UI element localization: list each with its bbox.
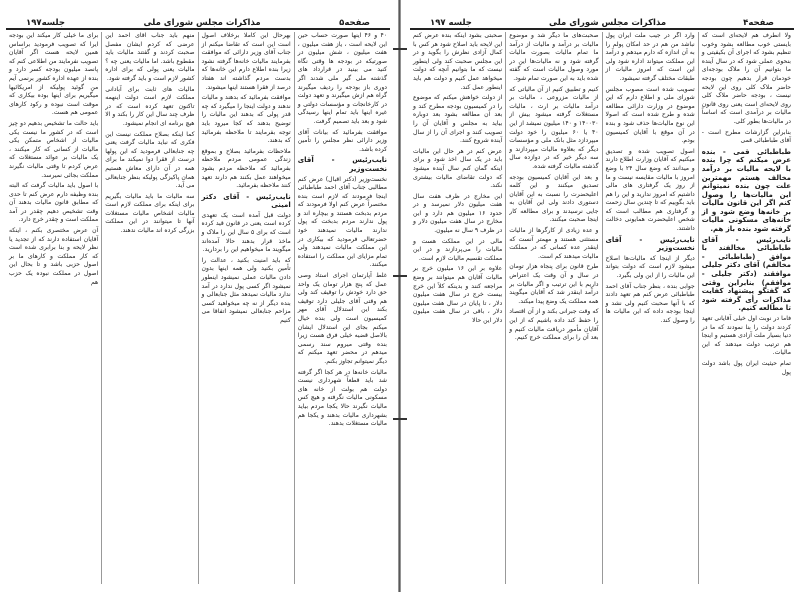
- paragraph: آن عرض مختصری بکنم ، اینکه آقایان استفاده دارند که از تجدید یا نظر لایحه و بنا برابری شده است که کار مملکت و کارهای ما بر اصول حزبی باشد و تا بحال این اصول در مملکت نبوده یک حزب هم: [9, 227, 99, 286]
- paragraph: ولا آنطرف هم لایحه‌ای است که بایستی خوب مطالعه بشود وخوب تنظیم بشود که اجرای آن بکیفیتی و بنحوی عملی شود که در سال آینده ما بتوانیم آن را ملاک بودجه‌ای خودمان قرار بدهیم چون بودجه حاضر ملاک کلی روی این لایحه نیست ، بودجه حاضر ملاک کلی روی لایحه‌ای است یعنی روی قانون مالیات بر درآمدی است که اساساً در مالیات‌ها بطور کلی.: [701, 32, 791, 125]
- text-column-4: [410, 32, 505, 584]
- paragraph: مالیات های ثابت برای آبادانی مملکت لازم است دولت اینهمه تاکنون تعهد کرده است که در ظرف چند سال این کار را بکند و الا هیچ برنامه ای انجام نمیشود.: [105, 85, 195, 127]
- text-column-2: [198, 32, 294, 584]
- text-column-1: [698, 32, 794, 584]
- text-column-4: [6, 32, 101, 584]
- page-number: صفحه۵: [339, 18, 370, 28]
- page-number: صفحه۴: [743, 18, 774, 28]
- paragraph: جوابی بنده ، بنظر جناب آقای احمد طباطبائی عرض کنم هم تعهد دادند که با آنها صحبت کنیم ولی نشد و اینجا بودجه داده که این مالیات ها را وصول کند.: [605, 282, 695, 324]
- column-group: [410, 32, 794, 584]
- page-4: [400, 0, 800, 592]
- paragraph: برای ما خیلی کار میکند این بودجه ایرا که تصویب فرمودید براساس همین لایحه هست اگر آقایان تصویب نفرمایند من اطلاعی کنم که پانصد میلیون بودجه کسر دارد و بنده از عهده اداره کشور برنمی آیم من گوئید پولیکه از امریکائیها میگیریم برای اینها بوده بیکاری که موقت است نبوده و رکود کارهای عمومی هم هست.: [9, 32, 99, 117]
- speaker-heading: نایب‌رئیس - آقای نخست‌وزیر: [605, 235, 695, 253]
- paragraph: و بعد این آقایان کمیسیون بودجه تصدیق میکنند و این کلمه اعلیحضرت را نسبت به این آقایان دستوری دادند ولی این آقایان به جایی نرسیدند و برای مطالعه کار اینجا صحبت میکنند.: [509, 173, 599, 224]
- gutter-fold-mark: [393, 418, 407, 420]
- paragraph: عرض کنم در هر حال این مالیات باید در یک سال اخذ شود و برای اینکه گمان کنم سال آینده میشود که دولت تقاضای مالیات بیشتری نکند.: [413, 147, 503, 190]
- paragraph: اصول تصویب شده و تصدیق میکنیم که آقایان وزارت اطلاع دارند و میدانند که وضع سال ۲۴ با وضع امروز با مالیات مقایسه نیست و ما از روز یک گرفتاری های مالی داشتیم که امروز ندارید و این را هم باید بگوییم که تا چندین سال زحمت و گرفتاری هم مطالب است که شخص اعلیحضرت همایونی دخالت داشتند.: [605, 147, 695, 233]
- paragraph: علاوه بر این ۱۶ میلیون خرج بر مالیات آقایان هم میتوانند بر وضع مراجعه کنند و بدینکه کلاً این خرج بیست خرج در سال هفت میلیون دلار ، تا پایان در سال هفت میلیون دلار ، باقی در سال هفت میلیون دلار این حالا: [413, 265, 503, 324]
- paragraph: کنیم و تطبیق کنیم از آن مالیاتی که از مالیات مزروعی ، مالیات بر درآمد مالیات بر ارث ، مالیات مستغلات گرفته میشود بیش از ۱۴۰۰۳۰ و ۱۴۰ میلیون نمیشد از این ۴۰ یا ۶۰ میلیون را خود دولت میپردازد مثل بانک ملی و مؤسسات دیگر که بعلاوه مالیات میپردازند و سه دیگر خیر که در دوازده سال گذشته مالیات گرفته شده.: [509, 85, 599, 170]
- gutter-fold-mark: [393, 275, 407, 277]
- page-header: [6, 14, 390, 30]
- speaker-heading: نایب‌رئیس - آقای طباطبائی مخالفند با موافق (طباطبائی - مخالفم) آقای دکتر جلیلی موافقند (دکتر جلیلی - موافقم) بنابراین وقتی که گفتگو پیشنهاد کفایت مذاکرات رأی گرفته شود تا مطالعه کنیم.: [701, 235, 791, 313]
- paragraph: و عده زیادی از کارگرها از مالیات مستثنی هستند و مهمتر آنست که اینقدر عده کسانی که در مملکت مالیات میدهند کم است.: [509, 227, 599, 260]
- paragraph: تمام حیثیت ایران پول باشد دولت پول: [701, 359, 791, 376]
- session-number: جلسه ۱۹۷: [430, 18, 472, 28]
- column-group: [6, 32, 390, 584]
- paragraph: با اصول باید مالیات گرفت که البته بنده وظیفه دارم عرض کنم تا حدی که مطابق قانون مالیات بدهند آن وقت تشخیص دهیم چقدر در آمد مملکت است و چقدر خرج دارد.: [9, 182, 99, 224]
- publication-title: مذاکرات مجلس شورای ملی: [143, 18, 261, 28]
- book-gutter: [398, 0, 401, 592]
- paragraph: صحبت‌های ما دیگر شد و موضوع مالیات بر درآمد و مالیات از درآمد ما تمام مالیات بصورت مالیات گرفته شود و نه مالیات‌ها این در مورد وصول مالیات است که گفته شده باید به این صورت تمام شود.: [509, 32, 599, 82]
- speaker-heading: نایب‌رئیس - آقای دکتر امینی: [201, 192, 291, 210]
- paragraph: بنابراین گزارشات مطرح است - آقای طباطبائی قمی: [701, 128, 791, 145]
- paragraph: سه مالیات ما باید مالیات بگیریم برای اینکه برای مملکت لازم است مالیات اشخاص مالیات مستغلات آنها تا میتوانند در این مملکت بزرگی کرده اند مالیات ندهند.: [105, 192, 195, 235]
- paragraph: باید حالت ما تشخیص بدهیم دو چیز است که در کشور ما نیست یکی مالیات از اشخاص متمکن یکی مالیات از کسانی که کار میکنند ، یک مالیات بر عوائد مستغلات که عرض کردم تا وقتی مالیات نگیرند مملکت بجائی نمیرسد.: [9, 119, 99, 179]
- paragraph: غلط آپارتمان اجرای استاد وصی عمل که پنج هزار تومان یک واحد حق دارد خودش را توقیف کند ولی هم وقتی آقای جلیلی دارد توقیف بکند این استدلال آقای مهر کمیسیون است ولی بنده خیال میکنم بجای این استدلال ایشان بالاصل قضیه خیلی فرق هست زیرا بنده وقتی میروم سند رسمی میدهم در محضر تعهد میکنم که دیگر نمیتوانم تجاوز بکنم.: [297, 272, 387, 365]
- paragraph: ۴۰ و ۴۶ اینها صورت حساب حین این لایحه است ، یاز هفت میلیون ، هفت میلیون ، شش میلیون در صورتیکه در بودجه ها وقتی نگاه کنید می بینید در قرارداد های گذشته ملی گیر ملی شدند اگر دوری باز بودجه را ردیف میگیرند گراه هم ازش میگیرند و تعهد دولت در کارخانجات و مؤسسات دولتی و غیره اینها باید تمام اینها رسیدگی شود و بعد باید تصمیم گرفت.: [297, 32, 387, 125]
- paragraph: فاما در نوبت اول خیلی آقایانی تعهد کردند دولت را بنا نمودند که ما در دنیا بسیار ملت آزادی هستیم و اینجا هم ترتیب دولت میدهند که این مالیات.: [701, 315, 791, 357]
- paragraph: مالی در این مملکت هست و مالیات را می‌پردازند و در این مملکت تقسیم مالیات لازم است.: [413, 237, 503, 262]
- paragraph: این مخارج در ظرف هفت سال هفت میلیون دلار نمیرسد و در حدود ۱۶ میلیون هم دارد و این مخارج در سال هفت میلیون دلار و در ظرف ۹ سال نه میلیون.: [413, 192, 503, 235]
- speaker-heading: طباطبائی قمی - بنده عرض میکنم که چرا بنده با لایحه مالیات بر درآمد مخالف هستم مهمترین علت چون بنده نمیتوانم این مالیات‌ها را وصول کنم اگر این قانون مالیات بر خانه‌ها وضع شود و از خانه‌های مسکونی مالیات گرفته شود بنده باز هم.: [701, 147, 791, 234]
- paragraph: منهم باید جناب آقای احمد این عرضی که کردم ایشان مفصل صحبت کردند و گفتند مالیات باید مقطوع باشد. اما مالیات یعنی چه ؟ مالیات یعنی پولی که برای اداره کشور لازم است و باید گرفته شود.: [105, 32, 195, 82]
- paragraph: که وقت جبرانی بکند و از آن اقتصاد را حفظ کند داده باشیم که از این آقایان مأمور دریافت مالیات کنیم و بعد آن را برای مملکت خرج کنیم.: [509, 308, 599, 342]
- paragraph: دولت قبل آمده است یک تعهدی کرده است یعنی در قانون قید کرده است که برای ۵ سال این را ملاک و ماخذ قرار بدهند حالا آمده‌اند میگویند ما میخواهیم این را بردارید.: [201, 211, 291, 254]
- paragraph: ملاحظات بفرمائید بصلاح و بموقع زندگی عمومی مردم ملاحظه بفرمائید که ملاحظه مردم بشود میخواهند عمل بکنند هم دارند تعهد کنند ملاحظه بفرمائید.: [201, 147, 291, 190]
- paragraph: طرح قانون برای پنجاه هزار تومان در سال و آن وقت یک اعتراض داریم با این ترتیب و اگر مالیات بر درآمد اینقدر شد که آقایان میگویند همه مملکت یک وضع پیدا میکند.: [509, 263, 599, 305]
- paragraph: بهرحال این کاملا برخلاف اصول است این است که تقاضا میکنم از جناب آقای وزیر دارائی که موافقت بفرمایند مالیات خانه‌ها گرفته نشود زیرا بنده اطلاع دارم این خانه‌ها که بدست مردم گذاشته اند هفتاد درصد از فقرا هستند اینها میشوند.: [201, 32, 291, 91]
- paragraph: تصویب شده است مصوب مجلس شورای ملی و اطلاع دارم که این موضوع در وزارت دارائی مطالعه شده و طرح شده است که اصولا این نوع مالیات‌ها حذف شود و بنده در آن موقع با آقایان کمیسیون بودم.: [605, 85, 695, 145]
- paragraph: موافقت بفرمائید که بیانات آقای وزیر دارائی نظر مجلس را تأمین کرده باشد.: [297, 128, 387, 153]
- publication-title: مذاکرات مجلس شورای ملی: [548, 18, 667, 28]
- paragraph: صحبتی بشود اینکه بنده عرض کنم این لایحه باید اصلاح شود هر کس با کمال آزادی نظرش را بگوید و در این مجلس صحبت کند ولی اینطور نیست که ما بتوانیم آنچه که دولت میخواهد عمل کنیم و دولت هم باید اینطور عمل کند.: [413, 32, 503, 91]
- session-number: جلسه۱۹۷: [26, 18, 65, 28]
- paragraph: مالیات خانه‌ها در هر کجا اگر گرفته شد باید قطعاً شهرداری نیست دولت هم بولت از خانه های مسکونی مالیات نگرفته و هیچ کس مالیات نگیرند حالا یکجا مردم بیاید بشهرداری مالیات بدهند و یکجا هم مالیات مستغلات بدهند.: [297, 368, 387, 428]
- gutter-fold-mark: [393, 48, 407, 50]
- text-column-1: [294, 32, 390, 584]
- paragraph: نخست‌وزیر (دکتر اقبال) عرض کنم مطالبی جناب آقای احمد طباطبائی اینجا فرمودند که لازم است بنده مختصراً عرض کنم اولا فرمودند که مردم بدبخت هستند و بیچاره اند و پول ندارند مردم بدبخت که پول ندارند مالیات نمیدهند خود حضرتعالی فرمودید که بیکاری در این مملکت مالیات نمیدهند ولی تمام مزایای این مملکت را استفاده میکنند.: [297, 175, 387, 269]
- text-column-2: [602, 32, 698, 584]
- page-header: [410, 14, 794, 30]
- paragraph: موافقت بفرمائید که بدهند و مالیات ندهند و دولت اینجا را میگیرد که چه قدر پولی که بدهند این مالیات را توضیح بدهند که کجا میرود باید توجه بفرمایند تا ملاحظه بفرمائید که بدهند.: [201, 94, 291, 145]
- paragraph: از دولت خواهش میکنم که موضوع را در کمیسیون بودجه مطرح کند و بعد آن مطالعه بشود بعد دوباره بیاید به مجلس و آقایان آن را تصویب کنند و اجرای آن را از سال آینده شروع کنند.: [413, 94, 503, 145]
- paragraph: وارد اگر در جیب ملت ایران پول نباشد من هم در حد امکان پولم را به آن اندازه که دارم میدهم و درآمد این مملکت میتواند اداره شود ولی این است که امروز مالیات از طبقات مختلف گرفته نمیشود.: [605, 32, 695, 82]
- speaker-heading: نایب‌رئیس - آقای نخست‌وزیر: [297, 156, 387, 173]
- paragraph: که باید امنیت بکنید ، عدالت را تأمین بکنید ولی همه اینها بدون دادن مالیات عملی نمیشود اینطور نمیشود اگر کسی پول ندارد در آمد ندارد مالیات نمیدهد مثل جنابعالی و بنده دیگر از نه چه میخواهید کسی مزاحم جنابعالی نمیشود اتفاقا می کنیم: [201, 256, 291, 324]
- text-column-3: [505, 32, 601, 584]
- text-column-3: [101, 32, 197, 584]
- paragraph: کما اینکه بصلاح مملکت نیست این فکری که نباید مالیات گرفت یعنی چه جنابعالی فرمودید که این پولها درست از فقرا دوا نمیکند ما برای همه در آن دارای معاش هستیم همان پاکیزگی پولیکه بنظر جنابعالی می آید.: [105, 130, 195, 190]
- paragraph: دیگر از اینجا که مالیات‌ها اصلاح میشود لازم است که دولت بتواند این مالیات را از این ولی بگیرد.: [605, 254, 695, 280]
